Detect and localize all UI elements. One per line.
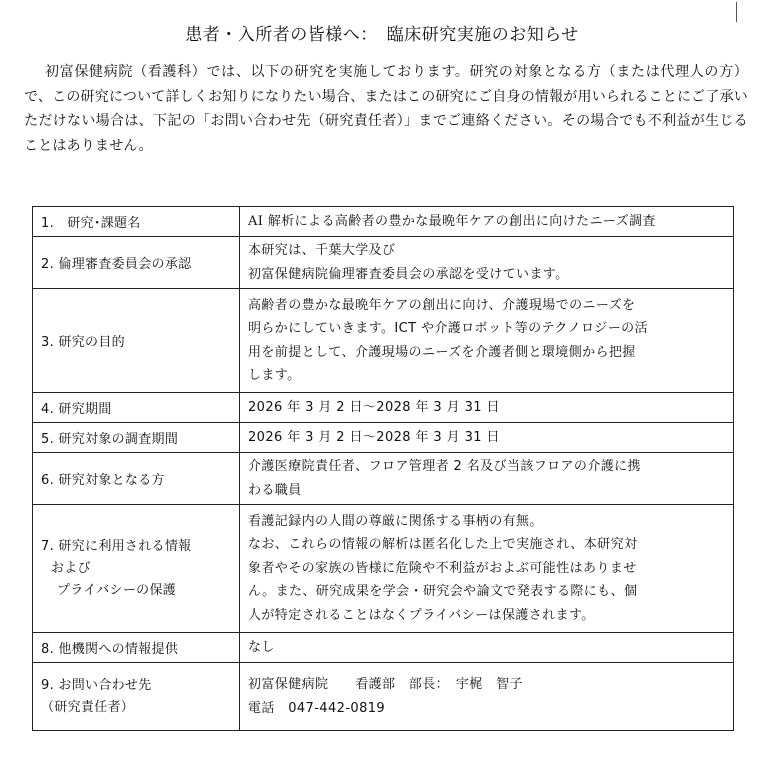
- row-label: 5. 研究対象の調査期間: [33, 423, 240, 453]
- row-label: [33, 505, 240, 633]
- content-line: 本研究は、千葉大学及び: [248, 243, 396, 258]
- table-row: [33, 453, 734, 505]
- page-title: 患者・入所者の皆様へ： 臨床研究実施のお知らせ: [185, 25, 579, 45]
- content-line: 人が特定されることはなくプライバシーは保護されます。: [248, 607, 595, 623]
- table-row: [33, 237, 734, 289]
- label-line: および: [51, 560, 91, 576]
- label-line: 9. お問い合わせ先: [41, 677, 152, 693]
- content-line: 象者やその家族の皆様に危険や不利益がおよぶ可能性はありませ: [248, 560, 637, 576]
- content-line: します。: [248, 368, 301, 383]
- contact-phone: 電話 047-442-0819: [248, 700, 386, 716]
- row-content: [240, 505, 734, 633]
- row-content: [240, 289, 734, 393]
- row-content: 2026 年 3 月 2 日～2028 年 3 月 31 日: [240, 423, 734, 453]
- label-line: 7. 研究に利用される情報: [41, 538, 192, 554]
- row-content: 2026 年 3 月 2 日～2028 年 3 月 31 日: [240, 393, 734, 423]
- table-row: [33, 393, 734, 423]
- row-label: 8. 他機関への情報提供: [33, 633, 240, 663]
- table-row: [33, 505, 734, 633]
- intro-paragraph: 初富保健病院（看護科）では、以下の研究を実施しております。研究の対象となる方（または代理人の方）で、この研究について詳しくお知りになりたい場合、またはこの研究にご自身の情報が用いられることにご了承いただけない場合は、下記の「お問い合わせ先（研究責任者）」までご連絡ください。その場合でも不利益が生じることはありません。: [24, 64, 748, 154]
- row-label: 1. 研究･課題名: [33, 207, 240, 237]
- content-line: 高齢者の豊かな最晩年ケアの創出に向け、介護現場でのニーズを: [248, 297, 636, 313]
- content-line: 看護記録内の人間の尊厳に関係する事柄の有無。: [248, 513, 543, 529]
- row-label: 2. 倫理審査委員会の承認: [33, 237, 240, 289]
- content-line: 用を前提として、介護現場のニーズを介護者側と環境側から把握: [248, 344, 636, 360]
- table-row: [33, 289, 734, 393]
- table-row: [33, 633, 734, 663]
- row-content: [240, 237, 734, 289]
- row-label: 4. 研究期間: [33, 393, 240, 423]
- content-line: 明らかにしていきます。ICT や介護ロボット等のテクノロジーの活: [248, 321, 648, 336]
- content-line: ん。また、研究成果を学会・研究会や論文で発表する際にも、個: [248, 584, 638, 600]
- row-label: 3. 研究の目的: [33, 289, 240, 393]
- content-line: 初富保健病院倫理審査委員会の承認を受けています。: [248, 266, 569, 282]
- row-content: [240, 207, 734, 237]
- research-title-text: AI 解析による高齢者の豊かな最晩年ケアの創出に向けたニーズ調査: [248, 213, 656, 229]
- content-line: 介護医療院責任者、フロア管理者 2 名及び当該フロアの介護に携: [248, 459, 641, 474]
- table-row: [33, 207, 734, 237]
- label-line: プライバシーの保護: [57, 582, 177, 598]
- research-info-table: [32, 206, 734, 731]
- content-line: なお、これらの情報の解析は匿名化した上で実施され、本研究対: [248, 537, 638, 553]
- row-label: 6. 研究対象となる方: [33, 453, 240, 505]
- row-content: [240, 663, 734, 731]
- label-line: （研究責任者）: [41, 699, 135, 715]
- contact-line: 初富保健病院 看護部 部長： 宇梶 智子: [248, 677, 523, 692]
- content-line: わる職員: [248, 482, 302, 498]
- page-edge-line: [736, 2, 737, 22]
- table-row: [33, 663, 734, 731]
- row-label: [33, 663, 240, 731]
- row-content: [240, 453, 734, 505]
- row-content: なし: [240, 633, 734, 663]
- table-row: [33, 423, 734, 453]
